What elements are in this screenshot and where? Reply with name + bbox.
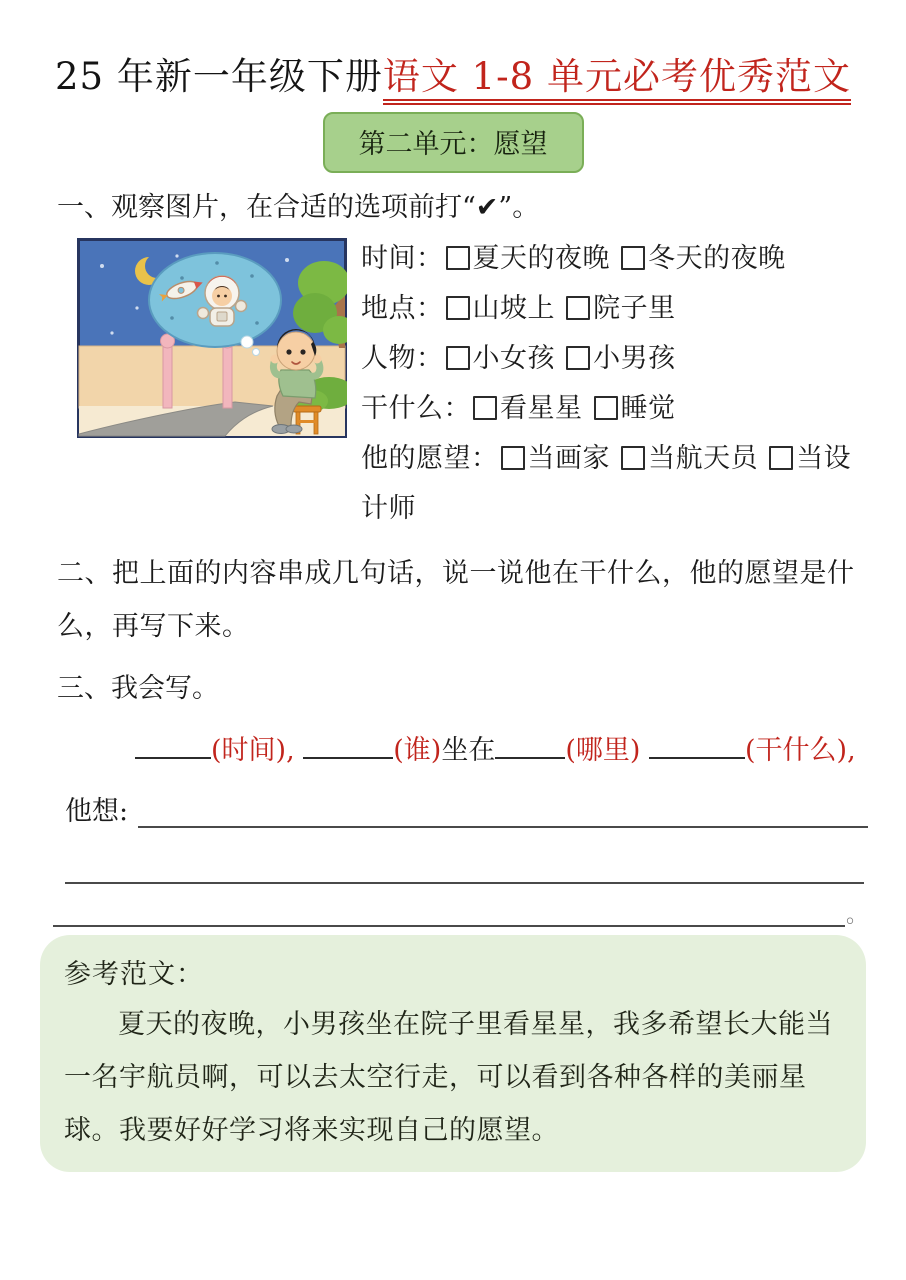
option-line: 他的愿望： 当画家 当航天员 当设 [361,443,852,475]
checkbox[interactable] [446,296,470,320]
stargazing-boy-illustration [77,238,347,438]
writing-line-3 [53,884,845,927]
reference-sample-box [40,935,866,1172]
unit-banner: 第二单元：愿望 [323,112,584,173]
fill-text: 坐在 [441,735,496,767]
fill-line [57,728,868,767]
boy [271,329,322,434]
checkbox[interactable] [621,246,645,270]
reference-body: 夏天的夜晚，小男孩坐在院子里看星星，我多希望长大能当一名宇航员啊，可以去太空行走，可以看到各种各样的美丽星球。我要好好学习将来实现自己的愿望。 [64,1008,833,1147]
fill-hint-red: (哪里) [565,735,641,767]
section2-text: 二、把上面的内容串成几句话，说一说他在干什么，他的愿望是什么，再写下来。 [57,558,855,643]
reference-heading: 参考范文： [64,959,204,990]
option-line: 干什么： 看星星 睡觉 [361,393,676,425]
line-end-period: 。 [845,903,868,929]
page-title-black: 25 年新一年级下册 [55,55,383,98]
fill-text [640,735,649,766]
checkbox[interactable] [446,346,470,370]
fill-hint-red: (干什么), [745,735,856,767]
writing-line-1 [138,794,868,828]
he-xiang-label: 他想: [65,796,129,828]
writing-line-2 [65,828,864,884]
checkbox[interactable] [446,246,470,270]
option-lines [361,234,868,534]
section1-heading: 一、观察图片，在合适的选项前打“✔”。 [57,192,540,223]
option-line: 人物： 小女孩 小男孩 [361,343,676,375]
fill-hint-red: (谁) [393,735,442,767]
section3-heading: 三、我会写。 [57,672,219,704]
page-title-red: 语文 1-8 单元必考优秀范文 [383,55,851,105]
checkbox[interactable] [566,346,590,370]
checkbox[interactable] [594,396,618,420]
option-line: 地点： 山坡上 院子里 [361,293,676,325]
checkbox[interactable] [473,396,497,420]
checkbox[interactable] [566,296,590,320]
checkbox[interactable] [501,446,525,470]
checkbox[interactable] [769,446,793,470]
blank-underline [135,731,211,759]
checkbox[interactable] [621,446,645,470]
blank-underline [649,731,745,759]
option-line: 时间： 夏天的夜晚 冬天的夜晚 [361,243,786,275]
blank-underline [303,731,393,759]
fill-text [295,735,304,766]
option-line: 计师 [361,493,416,525]
blank-underline [495,731,565,759]
page-title [0,46,906,100]
fill-hint-red: (时间), [211,735,295,767]
